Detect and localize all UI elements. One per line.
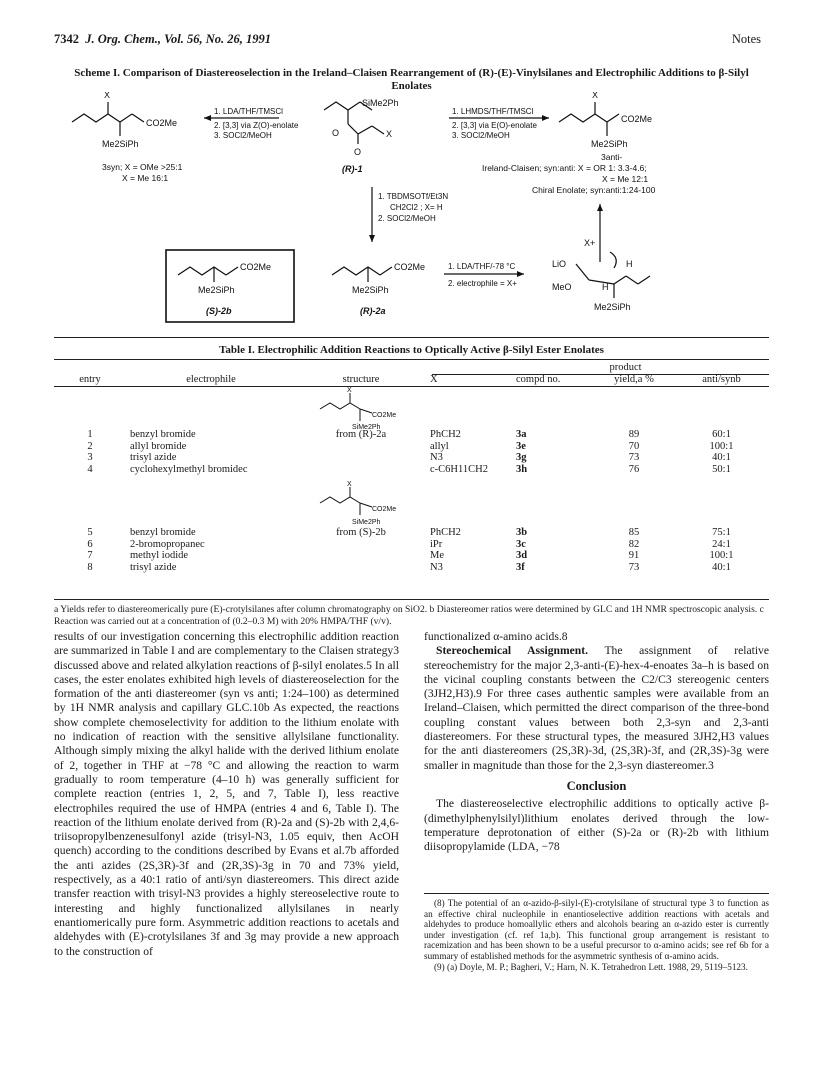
conclusion-heading: Conclusion (566, 778, 627, 793)
anti-ratio-2: X = Me 12:1 (602, 174, 649, 184)
struct-a-silyl: SiMe2Ph (352, 424, 381, 431)
col-ratio: anti/synb (702, 373, 741, 385)
table-footnote: a Yields refer to diastereomerically pure (E)-crotylsilanes after column chromatography on SiO2. b Diastereomer ratios were determined by GLC and 1H NMR spectroscopic analysis. c Reaction was carried out at a concentration of (0.2–0.3 M) with 20% HMPA/THF (v/v). (54, 604, 764, 627)
stereo-paragraph (424, 644, 769, 773)
body-right-column (424, 630, 769, 854)
table-row: 3 trisyl azide N3 3g 73 40:1 (87, 452, 731, 463)
col-yield: yield,a % (614, 373, 654, 385)
right-reagent-3: 3. SOCl2/MeOH (452, 131, 510, 140)
label-3anti: 3anti- (601, 152, 623, 162)
h-label-1: H (626, 259, 633, 269)
x-substituent: X (104, 92, 111, 100)
ester-group-S2b: CO2Me (240, 262, 272, 272)
col-x: X (430, 373, 438, 385)
body-paragraph-continued: functionalized α-amino acids.8 (424, 630, 568, 643)
col-electrophile: electrophile (186, 373, 236, 385)
sime2ph-group: SiMe2Ph (362, 98, 399, 108)
references-rule (424, 893, 769, 894)
col-compd: compd no. (516, 373, 561, 385)
table-row: 6 2-bromopropanec iPr 3c 82 24:1 (87, 538, 731, 550)
structure-source-a: from (R)-2a (335, 429, 387, 440)
left-reagent-3: 3. SOCl2/MeOH (214, 131, 272, 140)
bottom-reagent-2: 2. electrophile = X+ (448, 279, 517, 288)
down-reagent-1: 1. TBDMSOTf/Et3N (378, 192, 449, 201)
ester-group-R2a: CO2Me (394, 262, 426, 272)
section-label: Notes (731, 32, 761, 46)
structure-3syn (72, 92, 183, 183)
running-header (54, 32, 271, 47)
right-reagent-1: 1. LHMDS/THF/TMSCl (452, 107, 534, 116)
reference-9: (9) (a) Doyle, M. P.; Bagheri, V.; Harn, N. K. Tetrahedron Lett. 1988, 29, 5119–5123. (434, 961, 748, 972)
ring-oxygen: O (332, 128, 340, 138)
lio-label: LiO (552, 259, 567, 269)
table-bottom-rule (54, 599, 769, 600)
ester-group-anti: CO2Me (621, 114, 653, 124)
col-structure: structure (342, 373, 380, 385)
reaction-scheme (54, 92, 769, 337)
stereo-heading: Stereochemical Assignment. (436, 644, 588, 658)
syn-ratio-label: 3syn; X = OMe >25:1 (102, 162, 183, 172)
anti-ratio-3: Chiral Enolate; syn:anti:1:24-100 (532, 185, 656, 195)
conclusion-text: The diastereoselective electrophilic additions to optically active β-(dimethylphenylsilyl)lithium enolates derived through the low-temperature deprotonation of either (S)-2a or (R)-2b with lithium diisopropylamide (LDA, −78 (424, 797, 769, 854)
reference-8: (8) The potential of an α-azido-β-silyl-(E)-crotylsilane of structural type 3 to function as an effective chiral nucleophile in enantioselective addition reactions with acetals and aldehydes to produce homoallylic ethers and alcohols bearing an α-azido ester is currently under investigation (cf. ref 1a,b). This functional group arrangement is resistant to racemization and has been shown to be a useful precursor to α-amino acids; see ref 6b for a summary of established methods for the asymmetric synthesis of α-amino acids. (424, 898, 769, 961)
struct-a-ester: CO2Me (372, 412, 397, 419)
product-header-row (54, 362, 769, 374)
stereo-text: The assignment of relative stereochemistry for the major 2,3-anti-(E)-hex-4-enoates 3a–h is based on the vicinal coupling constants between the C2/C3 stereogenic centers (3JH2,H3).9 For three cases authentic samples were available from an Ireland–Claisen, which permitted the direct comparison of the three-bond coupling constant values between both 2,3-syn and 2,3-anti diastereomers. For these structural types, the measured 3JH2,H3 values for the anti diastereomers (2S,3R)-3d, (2S,3R)-3f, and (2R,3S)-3g were smaller in magnitude than those for the 2,3-syn diastereomer.3 (424, 644, 769, 772)
bottom-reagent-1: 1. LDA/THF/-78 °C (448, 262, 516, 271)
silyl-group: Me2SiPh (102, 139, 139, 149)
table-row: 5 benzyl bromide from (S)-2b PhCH2 3b 85 75:1 (87, 527, 731, 538)
structure-enolate (552, 238, 650, 312)
label-S2b: (S)-2b (206, 306, 232, 316)
syn-ratio-label-2: X = Me 16:1 (122, 173, 169, 183)
ester-group: CO2Me (146, 118, 178, 128)
scheme-rule (54, 337, 769, 338)
silyl-group-S2b: Me2SiPh (198, 285, 235, 295)
h-label-2: H (602, 282, 609, 292)
struct-b-x: X (347, 481, 352, 488)
body-left-column (54, 630, 399, 959)
x-substituent-r1: X (386, 129, 393, 139)
column-header-row (54, 374, 769, 386)
structure-drawing-b (316, 479, 406, 527)
struct-b-silyl: SiMe2Ph (352, 519, 381, 526)
struct-a-x: X (347, 387, 352, 394)
anti-ratio-1: Ireland-Claisen; syn:anti: X = OR 1: 3.3-4.6; (482, 163, 647, 173)
label-R2a: (R)-2a (360, 306, 386, 316)
structure-drawing-a (316, 387, 406, 431)
meo-label: MeO (552, 282, 572, 292)
label-R1: (R)-1 (342, 164, 363, 174)
references (424, 898, 769, 972)
left-reagent-1: 1. LDA/THF/TMSCl (214, 107, 283, 116)
table-row: 1 benzyl bromide from (R)-2a PhCH2 3a 89 60:1 (87, 429, 731, 440)
table-row: 7 methyl iodide Me 3d 91 100:1 (87, 550, 734, 561)
journal-citation: J. Org. Chem., Vol. 56, No. 26, 1991 (85, 32, 272, 46)
x-substituent-anti: X (592, 92, 599, 100)
table-row: 4 cyclohexylmethyl bromidec c-C6H11CH2 3h 76 50:1 (87, 463, 731, 475)
structure-S2b (178, 262, 271, 316)
right-reagent-2: 2. [3,3] via E(O)-enolate (452, 121, 537, 130)
page-number: 7342 (54, 32, 79, 46)
table-row: 2 allyl bromide allyl 3e 70 100:1 (87, 440, 734, 452)
electrophile-table (54, 362, 769, 573)
electrophile-xplus: X+ (584, 238, 596, 248)
table-title: Table I. Electrophilic Addition Reactions to Optically Active β-Silyl Ester Enolates (219, 344, 604, 356)
down-reagent-3: 2. SOCl2/MeOH (378, 214, 436, 223)
col-entry: entry (79, 373, 101, 385)
body-paragraph: results of our investigation concerning this electrophilic addition reaction are summarized in Table I and are complementary to the Claisen strategy3 discussed above and related alkylation reactions of β-silyl enolates.5 In all cases, the ester enolates exhibited high levels of diastereoselection for the formation of the anti diastereomer (syn vs anti; 1:24–100) as determined by 1H NMR analysis and capillary GLC.10b As expected, the reactions show complete chemoselectivity for addition to the lithium enolate with no indication of reaction with the sensitive allylsilane functionality. Although simply mixing the alkyl halide with the derived lithium enolate of 2, together in THF at −78 °C and allowing the reaction to warm gradually to room temperature (4–10 h) was generally sufficient for complete reaction (entries 1, 2, 5, and 7, Table I), less reactive electrophiles required the use of HMPA (entries 4 and 6, Table I). The reaction of the lithium enolate derived from (R)-2a and (S)-2b with 2,4,6-triisopropylbenzenesulfonyl azide (trisyl-N3, 1.05 equiv, then AcOH quench) according to the conditions described by Evans et al.7b afforded the anti azides (2S,3R)-3f and (2R,3S)-3g in 70 and 73% yield, respectively, as a 40:1 ratio of anti/syn diastereomers. This direct azide transfer reaction with trisyl-N3 provides a highly stereoselective route to interesting and highly functionalized allylsilanes in nearly enantiomerically pure form. Asymmetric addition reactions to acetals and aldehydes with (E)-crotylsilanes 3f and 3g may provide a new approach to the construction of (54, 630, 399, 958)
product-header: product (609, 362, 642, 373)
table-row: 8 trisyl azide N3 3f 73 40:1 (87, 561, 731, 573)
scheme-title: Scheme I. Comparison of Diastereoselection in the Ireland–Claisen Rearrangement of (R)-(E)-Vinylsilanes and Electrophilic Additions to β-Silyl Enolates (74, 67, 749, 92)
down-reagent-2: CH2Cl2 ; X= H (390, 203, 443, 212)
silyl-group-enolate: Me2SiPh (594, 302, 631, 312)
silyl-group-R2a: Me2SiPh (352, 285, 389, 295)
carbonyl-oxygen: O (354, 147, 362, 157)
silyl-group-anti: Me2SiPh (591, 139, 628, 149)
structure-R2a (332, 262, 425, 316)
left-reagent-2: 2. [3,3] via Z(O)-enolate (214, 121, 299, 130)
table-top-rule (54, 359, 769, 360)
structure-source-b: from (S)-2b (336, 527, 386, 538)
struct-b-ester: CO2Me (372, 506, 397, 513)
structure-R1 (324, 98, 399, 174)
